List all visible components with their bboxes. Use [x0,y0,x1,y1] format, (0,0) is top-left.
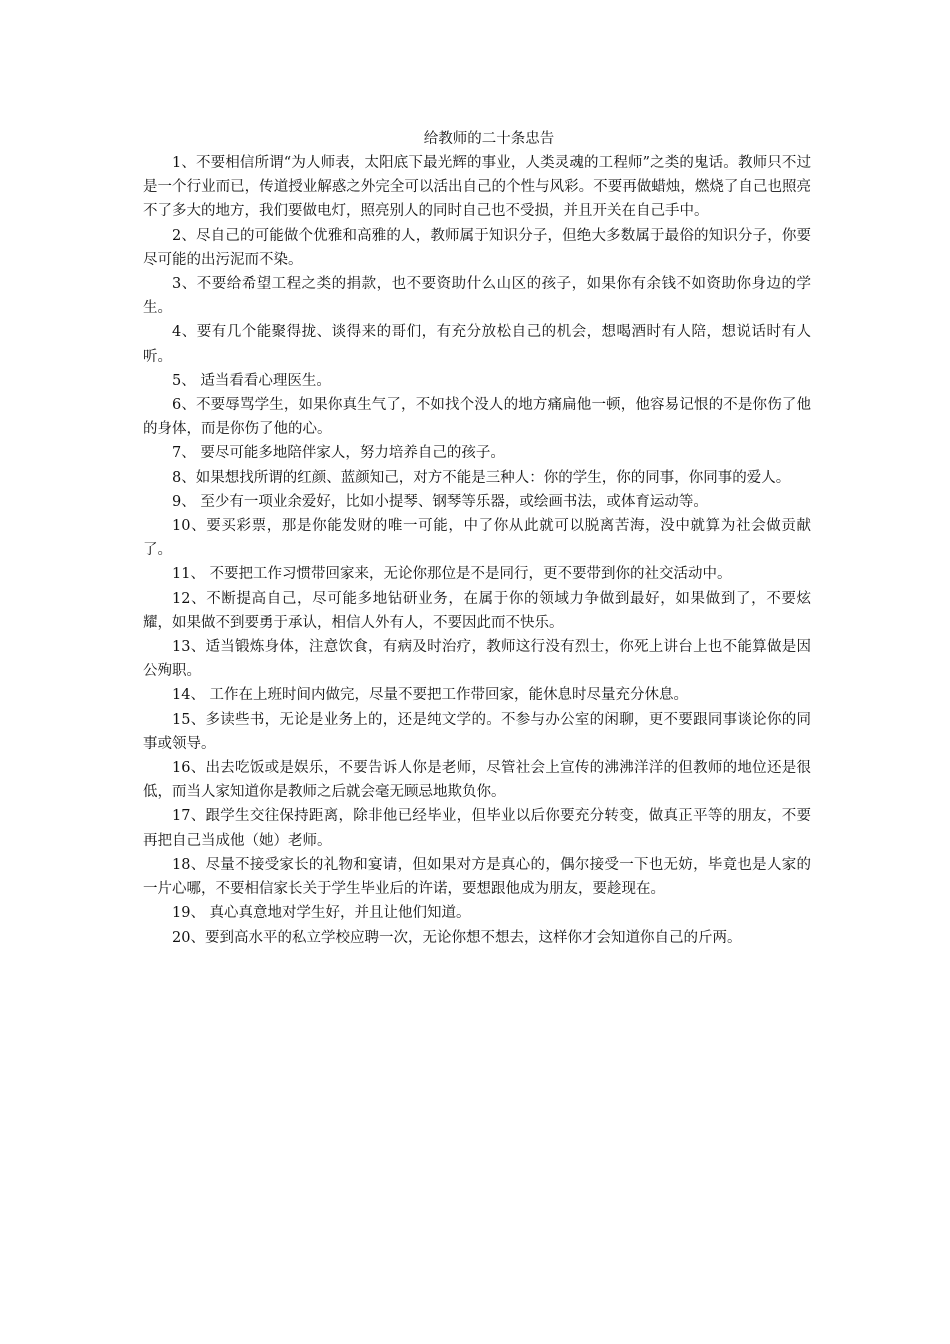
advice-item-5: 5、 适当看看心理医生。 [172,372,331,389]
advice-item-2: 2、尽自己的可能做个优雅和高雅的人，教师属于知识分子，但绝大多数属于最俗的知识分子，你要尽可能的出污泥而不染。 [143,227,811,268]
advice-item-13: 13、适当锻炼身体，注意饮食，有病及时治疗，教师这行没有烈士，你死上讲台上也不能算做是因公殉职。 [143,639,811,680]
advice-item-9: 9、 至少有一项业余爱好，比如小提琴、钢琴等乐器，或绘画书法，或体育运动等。 [172,493,708,510]
advice-item-3: 3、不要给希望工程之类的捐款，也不要资助什么山区的孩子，如果你有余钱不如资助你身边的学生。 [143,276,811,317]
advice-item-1: 1、不要相信所谓“为人师表，太阳底下最光辉的事业，人类灵魂的工程师”之类的鬼话。教师只不过是一个行业而已，传道授业解惑之外完全可以活出自己的个性与风彩。不要再做蜡烛，燃烧了自己也照亮不了多大的地方，我们要做电灯，照亮别人的同时自己也不受损，并且开关在自己手中。 [143,155,811,220]
advice-item-11: 11、 不要把工作习惯带回家来，无论你那位是不是同行，更不要带到你的社交活动中。 [172,566,732,583]
advice-item-19: 19、 真心真意地对学生好，并且让他们知道。 [172,905,471,922]
advice-item-7: 7、 要尽可能多地陪伴家人，努力培养自己的孩子。 [172,445,505,462]
advice-item-12: 12、不断提高自己，尽可能多地钻研业务，在属于你的领域力争做到最好，如果做到了，不要炫耀，如果做不到要勇于承认，相信人外有人，不要因此而不快乐。 [143,590,811,631]
advice-item-18: 18、尽量不接受家长的礼物和宴请，但如果对方是真心的，偶尔接受一下也无妨，毕竟也是人家的一片心哪，不要相信家长关于学生毕业后的许诺，要想跟他成为朋友，要趁现在。 [143,856,811,898]
document-page [143,127,811,950]
advice-item-17: 17、跟学生交往保持距离，除非他已经毕业，但毕业以后你要充分转变，做真正平等的朋友，不要再把自己当成他（她）老师。 [143,808,811,849]
advice-item-6: 6、不要辱骂学生，如果你真生气了，不如找个没人的地方痛扁他一顿，他容易记恨的不是你伤了他的身体，而是你伤了他的心。 [143,397,811,438]
advice-item-8: 8、如果想找所谓的红颜、蓝颜知己，对方不能是三种人：你的学生，你的同事，你同事的爱人。 [172,469,791,486]
advice-item-15: 15、多读些书，无论是业务上的，还是纯文学的。不参与办公室的闲聊，更不要跟同事谈论你的同事或领导。 [143,711,811,752]
document-title: 给教师的二十条忠告 [423,131,555,147]
advice-item-20: 20、要到高水平的私立学校应聘一次，无论你想不想去，这样你才会知道你自己的斤两。 [172,929,742,946]
advice-item-14: 14、 工作在上班时间内做完，尽量不要把工作带回家，能休息时尽量充分休息。 [172,687,689,704]
advice-item-16: 16、出去吃饭或是娱乐，不要告诉人你是老师，尽管社会上宣传的沸沸洋洋的但教师的地位还是很低，而当人家知道你是教师之后就会毫无顾忌地欺负你。 [143,760,811,801]
advice-item-4: 4、要有几个能聚得拢、谈得来的哥们，有充分放松自己的机会，想喝酒时有人陪，想说话时有人听。 [143,324,811,365]
advice-item-10: 10、要买彩票，那是你能发财的唯一可能，中了你从此就可以脱离苦海，没中就算为社会做贡献了。 [143,518,811,559]
